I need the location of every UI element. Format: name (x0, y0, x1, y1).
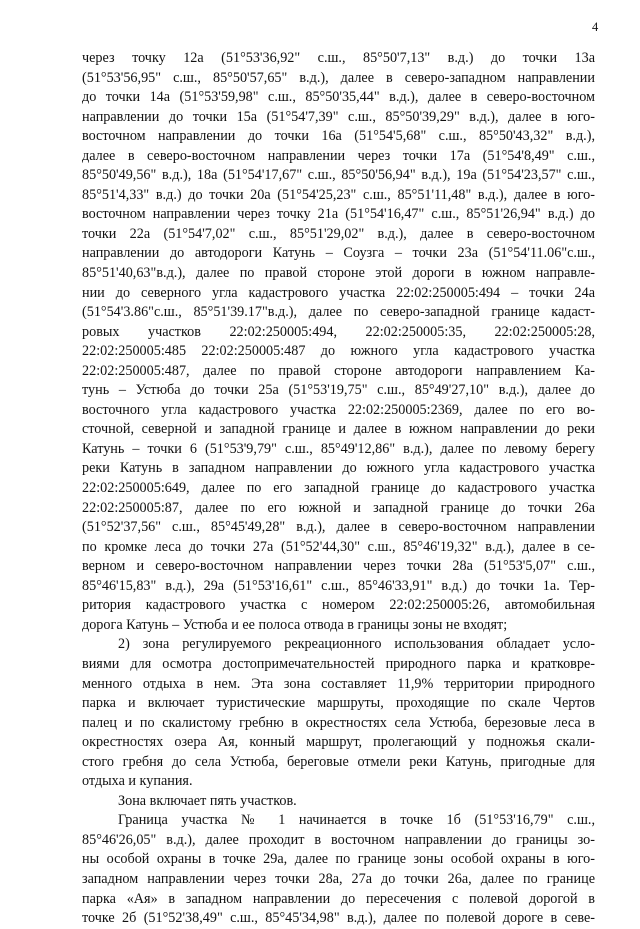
text-line: далее в северо-восточном направлении через точки 17а (51°54'8,49" с.ш., (82, 147, 595, 164)
text-line: менного отдыха в нем. Эта зона составляет 11,9% территории природного (82, 675, 595, 692)
text-line: восточного угла кадастрового участка 22:02:250005:2369, далее по его во- (82, 401, 595, 418)
text-line: 85°51'40,63"в.д.), далее по правой стороне этой дороги в южном направле- (82, 265, 595, 282)
text-line: 85°51'4,33" в.д.) до точки 20а (51°54'25,23" с.ш., 85°51'11,48" в.д.), далее в юго- (82, 186, 595, 203)
text-line: 22:02:250005:649, далее по его западной границе до кадастрового участка (82, 480, 595, 497)
page-number: 4 (592, 20, 599, 34)
text-line: сточной, северной и западной границе и далее в южном направлении до реки (82, 421, 595, 438)
text-line: направлении до точки 15а (51°54'7,39" с.ш., 85°50'39,29" в.д.), далее в юго- (82, 108, 595, 125)
text-line: через точку 12а (51°53'36,92" с.ш., 85°50'7,13" в.д.) до точки 13а (82, 50, 595, 66)
text-line: 22:02:250005:87, далее по его южной и западной границе до точки 26а (82, 499, 595, 516)
text-line: (51°54'3.86"с.ш., 85°51'39.17"в.д.), далее по северо-западной границе кадаст- (82, 304, 595, 321)
text-line: верном и северо-восточном направлении через точки 28а (51°53'5,07" с.ш., (82, 558, 595, 575)
text-line: по кромке леса до точки 27а (51°52'44,30" с.ш., 85°46'19,32" в.д.), далее в се- (82, 538, 595, 555)
text-line: 85°50'49,56" в.д.), 18а (51°54'17,67" с.ш., 85°50'56,94" в.д.), 19а (51°54'23,57" с.ш., (82, 167, 595, 184)
text-line: дорога Катунь – Устюба и ее полоса отвода в границы зоны не входят; (82, 616, 508, 633)
text-line: до точки 14а (51°53'59,98" с.ш., 85°50'35,44" в.д.), далее в северо-восточном (82, 89, 595, 106)
text-line: Граница участка № 1 начинается в точке 1б (51°53'16,79" с.ш., (118, 812, 595, 829)
text-line: (51°53'56,95" с.ш., 85°50'57,65" в.д.), далее в северо-западном направлении (82, 69, 595, 86)
text-line: парка и включает туристические маршруты, проходящие по скале Чертов (82, 695, 595, 712)
text-line: реки Катунь в западном направлении до южного угла кадастрового участка (82, 460, 595, 477)
text-line: точке 2б (51°52'38,49" с.ш., 85°45'34,98" в.д.), далее по полевой дороге в севе- (82, 910, 595, 927)
text-line: ровых участков 22:02:250005:494, 22:02:250005:35, 22:02:250005:28, (82, 323, 595, 340)
text-line: точки 22а (51°54'7,02" с.ш., 85°51'29,02" в.д.), далее в северо-восточном (82, 225, 595, 242)
text-line: отдыха и купания. (82, 773, 193, 790)
text-line: 85°46'15,83" в.д.), 29а (51°53'16,61" с.ш., 85°46'33,91" в.д.) до точки 1а. Тер- (82, 577, 595, 594)
text-line: 22:02:250005:485 22:02:250005:487 до южного угла кадастрового участка (82, 343, 595, 360)
text-line: стого гребня до села Устюба, береговые отмели реки Катунь, пригодные для (82, 753, 595, 770)
text-line: Зона включает пять участков. (118, 792, 297, 809)
text-line: 85°46'26,05" в.д.), далее проходит в восточном направлении до границы зо- (82, 831, 595, 848)
text-line: Катунь – точки 6 (51°53'9,79" с.ш., 85°49'12,86" в.д.), далее по левому берегу (82, 440, 595, 457)
body-text (82, 49, 595, 929)
text-line: направлении до автодороги Катунь – Соузга – точки 23а (51°54'11.06"с.ш., (82, 245, 595, 262)
text-line: 2) зона регулируемого рекреационного использования обладает усло- (118, 636, 595, 653)
text-line: 22:02:250005:487, далее по правой стороне автодороги направлением Ка- (82, 362, 595, 379)
text-line: восточном направлении до точки 16а (51°54'5,68" с.ш., 85°50'43,32" в.д.), (82, 128, 595, 145)
text-line: ны особой охраны в точке 29а, далее по границе зоны особой охраны в юго- (82, 851, 595, 868)
text-line: виями для осмотра достопримечательностей природного парка и кратковре- (82, 655, 595, 672)
text-line: западном направлении через точки 28а, 27а до точки 26а, далее по границе (82, 870, 595, 887)
text-line: палец и по скалистому гребню в окрестностях села Устюба, березовые леса в (82, 714, 595, 731)
text-line: парка «Ая» в западном направлении до пересечения с полевой дорогой в (82, 890, 595, 907)
text-line: (51°52'37,56" с.ш., 85°45'49,28" в.д.), далее в северо-восточном направлении (82, 519, 595, 536)
text-line: нии до северного угла кадастрового участка 22:02:250005:494 – точки 24а (82, 284, 595, 301)
text-line: окрестностях озера Ая, конный маршрут, пролегающий у подножья скали- (82, 734, 595, 751)
text-line: тунь – Устюба до точки 25а (51°53'19,75" с.ш., 85°49'27,10" в.д.), далее до (82, 382, 595, 399)
text-line: восточном направлении через точку 21а (51°54'16,47" с.ш., 85°51'26,94" в.д.) до (82, 206, 595, 223)
text-line: ритория кадастрового участка с номером 22:02:250005:26, автомобильная (82, 597, 595, 614)
